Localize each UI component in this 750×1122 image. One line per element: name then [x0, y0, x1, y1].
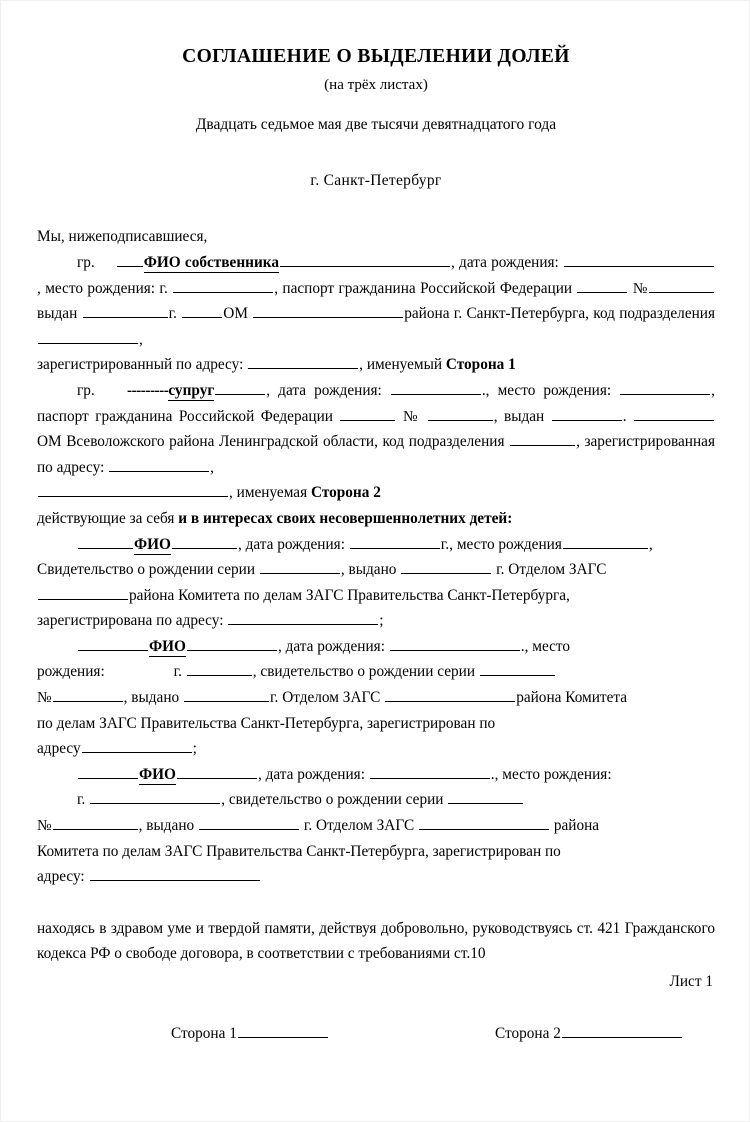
child-2-text-9-lead: района Комитета — [516, 689, 628, 707]
child-2-text-11: ; — [192, 740, 197, 758]
child-3-certificate-line — [37, 813, 715, 839]
page-title: СОГЛАШЕНИЕ О ВЫДЕЛЕНИИ ДОЛЕЙ — [182, 46, 570, 67]
party-1-block — [37, 250, 715, 352]
party-2-block — [37, 378, 715, 480]
child-1-cert-date-blank[interactable] — [401, 559, 491, 574]
preamble: Мы, нижеподписавшиеся, — [37, 228, 208, 246]
child-2-birthdate-blank[interactable] — [390, 636, 520, 651]
child-2-text-8: г. Отделом ЗАГС — [270, 689, 381, 707]
child-2-birthplace-line — [37, 659, 715, 685]
child-1-text-1: , дата рождения: — [237, 535, 345, 553]
child-3-text-10: адресу: — [37, 868, 85, 886]
party-2-prefix: гр. — [77, 381, 95, 399]
party-1-text-7: ОМ — [223, 305, 248, 323]
child-1-address-line — [37, 608, 715, 634]
party-2-text-7: ОМ Всеволожского района Ленинградской области, код подразделения — [37, 433, 505, 451]
child-1-name-lead-blank[interactable] — [78, 533, 133, 548]
party-2-birthplace-blank[interactable] — [620, 380, 710, 395]
party-1-birthdate-blank[interactable] — [564, 252, 714, 267]
child-1-name-placeholder: ФИО — [134, 535, 171, 553]
party-1-text-2: , место рождения: г. — [37, 279, 168, 297]
party-2-text-2: ., место рождения: — [481, 381, 612, 399]
child-3-text-4: , свидетельство о рождении серии — [221, 791, 444, 809]
child-2-cert-number-blank[interactable] — [53, 687, 123, 702]
party-2-subdivision-code-blank[interactable] — [510, 431, 575, 446]
party-1-text-11: , именуемый — [359, 356, 443, 374]
party-2-label-line — [37, 480, 715, 506]
child-1-birthplace-blank[interactable] — [563, 533, 648, 548]
party-1-text-9: , — [139, 330, 143, 348]
children-header-lead: действующие за себя — [37, 509, 179, 527]
child-1-cert-series-blank[interactable] — [260, 559, 340, 574]
child-3-text-5: № — [37, 817, 52, 835]
child-3-name-lead-blank[interactable] — [78, 764, 138, 779]
child-3-cert-series-blank[interactable] — [448, 789, 523, 804]
party-1-name-blank[interactable] — [280, 252, 450, 267]
child-1-text-2: г., место рождения — [440, 535, 562, 553]
party-2-text-10: , именуемая — [229, 484, 308, 502]
document-date: Двадцать седьмое мая две тысячи девятнадцатого года — [195, 116, 557, 134]
document-subtitle: (на трёх листах) — [324, 77, 428, 94]
signature-party-1-label: Сторона 1 — [171, 1025, 237, 1043]
signature-party-2-blank[interactable] — [562, 1023, 682, 1038]
party-2-text-6: . — [622, 407, 627, 425]
party-1-text-4: № — [632, 279, 648, 297]
child-2-name-blank[interactable] — [187, 636, 277, 651]
signature-party-2-label: Сторона 2 — [495, 1025, 561, 1043]
party-2-issue-date-blank[interactable] — [552, 405, 622, 420]
child-2-text-1: , дата рождения: — [277, 637, 385, 655]
party-2-address-blank[interactable] — [109, 457, 209, 472]
children-header-bold: и в интересах своих несовершеннолетних детей: — [178, 509, 513, 527]
party-2-text-9: , — [210, 458, 214, 476]
child-2-text-10: адресу — [37, 740, 81, 758]
child-2-name-placeholder: ФИО — [149, 637, 186, 655]
party-1-subdivision-code-blank[interactable] — [38, 329, 138, 344]
child-3-text-6: , выдано — [138, 817, 195, 835]
child-2-birthplace-blank[interactable] — [187, 661, 252, 676]
child-3-text-9: Комитета по делам ЗАГС Правительства Санкт-Петербурга, зарегистрирован по — [37, 842, 561, 860]
party-1-birthplace-blank[interactable] — [173, 278, 273, 293]
child-2-address-blank[interactable] — [82, 738, 192, 753]
party-2-name-placeholder: супруг — [168, 381, 215, 399]
party-1-passport-number-blank[interactable] — [649, 278, 714, 293]
party-2-text-1: , дата рождения: — [266, 381, 382, 399]
child-1-name-blank[interactable] — [172, 533, 237, 548]
sheet-number: Лист 1 — [669, 973, 713, 990]
child-3-text-7: г. Отделом ЗАГС — [303, 817, 415, 835]
party-1-text-10: зарегистрированный по адресу: — [37, 356, 244, 374]
child-2-text-7: , выдано — [123, 689, 180, 707]
party-2-text-8: , зарегистрированная по адресу: — [37, 433, 715, 476]
document-content — [37, 1, 715, 967]
children-header — [37, 506, 715, 532]
child-1-text-9: ; — [379, 612, 384, 630]
child-2-registry-line — [37, 711, 715, 737]
party-2-text-4: № — [402, 407, 421, 425]
child-2-text-9: по делам ЗАГС Правительства Санкт-Петербурга, зарегистрирован по — [37, 714, 496, 732]
child-1-text-3: , — [648, 535, 653, 553]
party-1-district-blank[interactable] — [253, 303, 403, 318]
child-3-text-3: г. — [77, 791, 86, 809]
party-1-text-5: выдан — [37, 305, 78, 323]
party-1-prefix: гр. — [77, 253, 95, 271]
child-1-text-7: района Комитета по делам ЗАГС Правительства Санкт-Петербурга, — [129, 586, 570, 604]
child-2-text-2: ., место — [520, 637, 571, 655]
child-2-cert-series-blank[interactable] — [480, 661, 555, 676]
signature-party-1-blank[interactable] — [238, 1023, 328, 1038]
child-2-cert-date-blank[interactable] — [184, 687, 269, 702]
child-3-block — [37, 762, 715, 788]
child-2-text-6: № — [37, 689, 52, 707]
party-2-text-5: , выдан — [493, 407, 545, 425]
child-3-district-blank[interactable] — [419, 815, 549, 830]
party-1-text-6: г. — [168, 305, 177, 323]
child-2-text-5: , свидетельство о рождении серии — [252, 663, 476, 681]
child-3-address-blank[interactable] — [90, 866, 260, 881]
child-3-text-8: района — [553, 817, 600, 835]
child-2-block — [37, 634, 715, 660]
party-1-text-3: , паспорт гражданина Российской Федерации — [274, 279, 573, 297]
party-1-label: Сторона 1 — [445, 356, 516, 374]
child-3-name-placeholder: ФИО — [139, 765, 176, 783]
child-2-address-line — [37, 736, 715, 762]
signature-party-2 — [495, 1023, 683, 1043]
party-2-text-3: , паспорт гражданина Российской Федерации — [37, 381, 715, 425]
party-2-om-blank[interactable] — [634, 405, 714, 420]
child-1-block — [37, 532, 715, 558]
party-2-address-continued-blank[interactable] — [38, 482, 228, 497]
party-2-passport-number-blank[interactable] — [428, 405, 493, 420]
document-city: г. Санкт-Петербург — [310, 172, 442, 190]
party-1-registration-line — [37, 352, 715, 378]
child-2-name-lead-blank[interactable] — [78, 636, 148, 651]
party-1-name-lead-blank[interactable] — [117, 252, 143, 267]
child-3-cert-date-blank[interactable] — [199, 815, 299, 830]
child-2-text-3: рождения: — [37, 663, 105, 681]
child-1-address-blank[interactable] — [228, 610, 378, 625]
party-2-label: Сторона 2 — [310, 484, 381, 502]
child-3-text-1: , дата рождения: — [257, 765, 365, 783]
party-1-om-blank[interactable] — [182, 303, 222, 318]
child-1-text-6: г. Отделом ЗАГС — [496, 561, 607, 579]
child-1-text-8: зарегистрирована по адресу: — [37, 612, 224, 630]
child-1-birthdate-blank[interactable] — [350, 533, 440, 548]
child-3-name-blank[interactable] — [177, 764, 257, 779]
child-3-text-2: ., место рождения: — [490, 765, 612, 783]
closing-paragraph: находясь в здравом уме и твердой памяти, действуя добровольно, руководствуясь ст. 421 Гражданского кодекса РФ о свободе договора, в соответствии с требованиями ст.10 — [37, 919, 715, 963]
party-2-name-blank[interactable] — [215, 380, 265, 395]
child-3-birthdate-blank[interactable] — [370, 764, 490, 779]
child-2-district-blank[interactable] — [385, 687, 515, 702]
child-3-address-line — [37, 864, 715, 890]
child-3-cert-number-blank[interactable] — [53, 815, 138, 830]
child-1-district-blank[interactable] — [38, 585, 128, 600]
child-1-text-4: Свидетельство о рождении серии — [37, 561, 256, 579]
party-1-text-8: района г. Санкт-Петербурга, код подразделения — [404, 305, 716, 323]
party-1-issue-date-blank[interactable] — [83, 303, 168, 318]
party-1-name-placeholder: ФИО собственника — [143, 253, 280, 271]
child-1-text-5: , выдано — [340, 561, 397, 579]
child-1-registry-line — [37, 583, 715, 609]
child-2-certificate-line — [37, 685, 715, 711]
child-2-text-4: г. — [173, 663, 182, 681]
party-1-text-1: , дата рождения: — [451, 253, 559, 271]
child-3-registry-line — [37, 839, 715, 865]
party-1-passport-series-blank[interactable] — [577, 278, 627, 293]
party-1-address-blank[interactable] — [248, 354, 358, 369]
signature-party-1 — [171, 1023, 329, 1043]
party-2-passport-series-blank[interactable] — [340, 405, 395, 420]
party-2-birthdate-blank[interactable] — [391, 380, 481, 395]
child-1-certificate-line — [37, 557, 715, 583]
party-2-dashes: --------- — [126, 381, 169, 399]
child-3-birthplace-line — [37, 787, 715, 813]
child-3-birthplace-blank[interactable] — [90, 789, 220, 804]
